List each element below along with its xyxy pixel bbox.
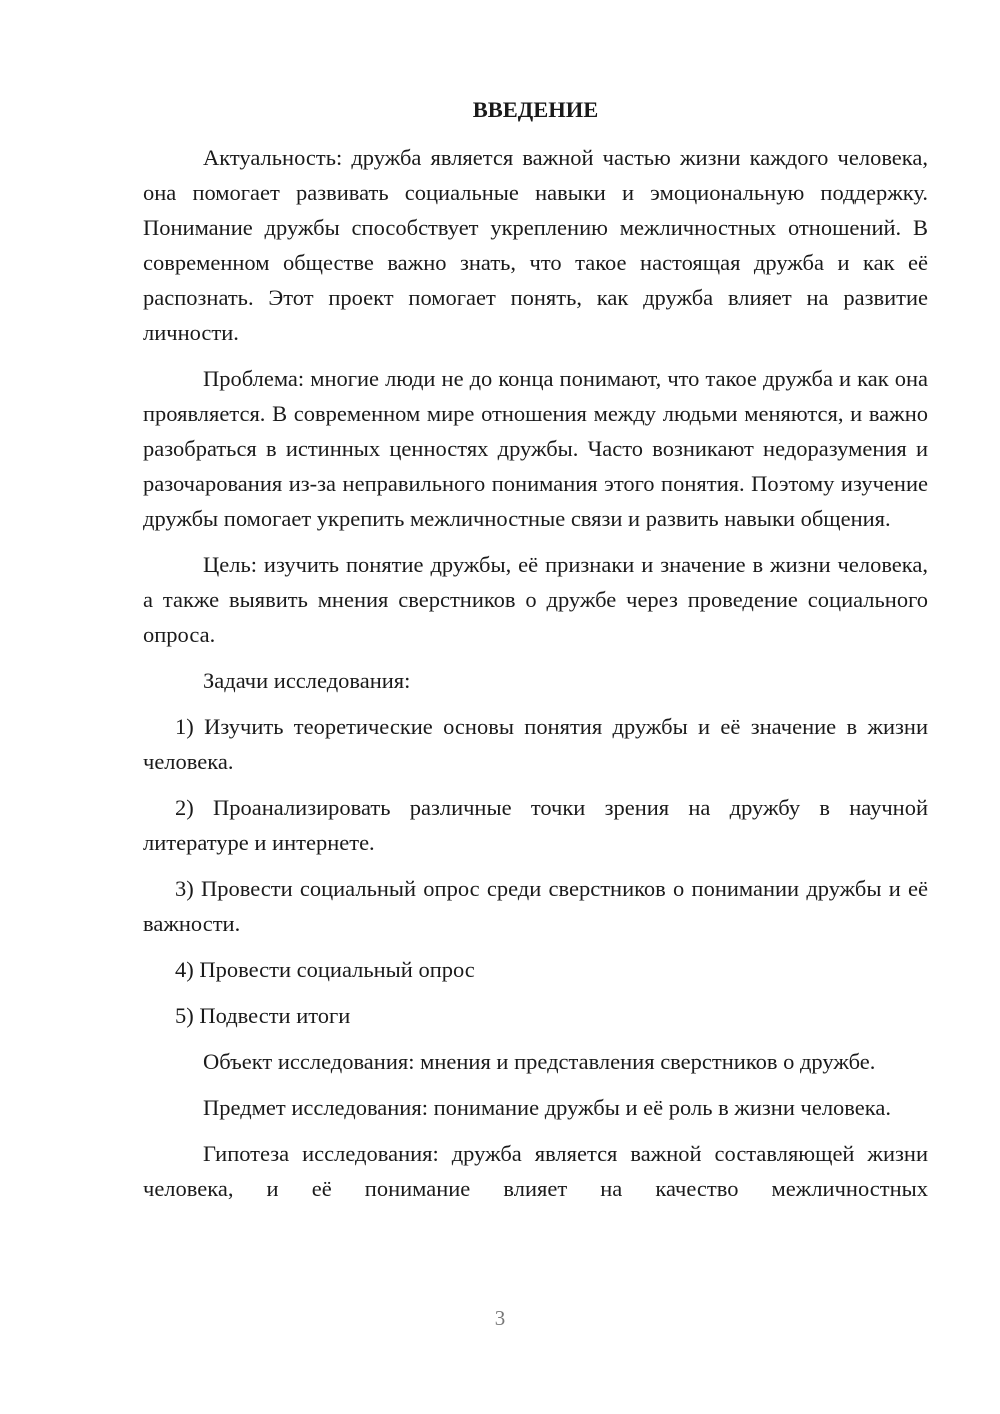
subject-paragraph: Предмет исследования: понимание дружбы и её роль в жизни человека.: [203, 1095, 891, 1120]
task-item-4: 4) Провести социальный опрос: [175, 957, 475, 982]
task-item-2: 2) Проанализировать различные точки зрения на дружбу в научной литературе и интернете.: [143, 795, 928, 855]
page-content: [143, 92, 928, 1206]
section-title: ВВЕДЕНИЕ: [472, 97, 599, 122]
object-paragraph: Объект исследования: мнения и представления сверстников о дружбе.: [203, 1049, 876, 1074]
task-item-1: 1) Изучить теоретические основы понятия дружбы и её значение в жизни человека.: [143, 714, 928, 774]
page-number: 3: [494, 1306, 506, 1330]
problem-paragraph: Проблема: многие люди не до конца понимают, что такое дружба и как она проявляется. В современном мире отношения между людьми меняются, и важно разобраться в истинных ценностях дружбы. Часто возникают недоразумения и разочарования из-за неправильного понимания этого понятия. Поэтому изучение дружбы помогает укрепить межличностные связи и развить навыки общения.: [143, 366, 928, 531]
task-item-3: 3) Провести социальный опрос среди сверстников о понимании дружбы и её важности.: [143, 876, 928, 936]
relevance-paragraph: Актуальность: дружба является важной частью жизни каждого человека, она помогает развивать социальные навыки и эмоциональную поддержку. Понимание дружбы способствует укреплению межличностных отношений. В современном обществе важно знать, что такое настоящая дружба и как её распознать. Этот проект помогает понять, как дружба влияет на развитие личности.: [143, 145, 928, 345]
goal-paragraph: Цель: изучить понятие дружбы, её признаки и значение в жизни человека, а также выявить мнения сверстников о дружбе через проведение социального опроса.: [143, 552, 928, 647]
tasks-heading: Задачи исследования:: [203, 668, 411, 693]
task-item-5: 5) Подвести итоги: [175, 1003, 351, 1028]
hypothesis-paragraph: Гипотеза исследования: дружба является важной составляющей жизни человека, и её понимание влияет на качество межличностных: [143, 1141, 928, 1201]
